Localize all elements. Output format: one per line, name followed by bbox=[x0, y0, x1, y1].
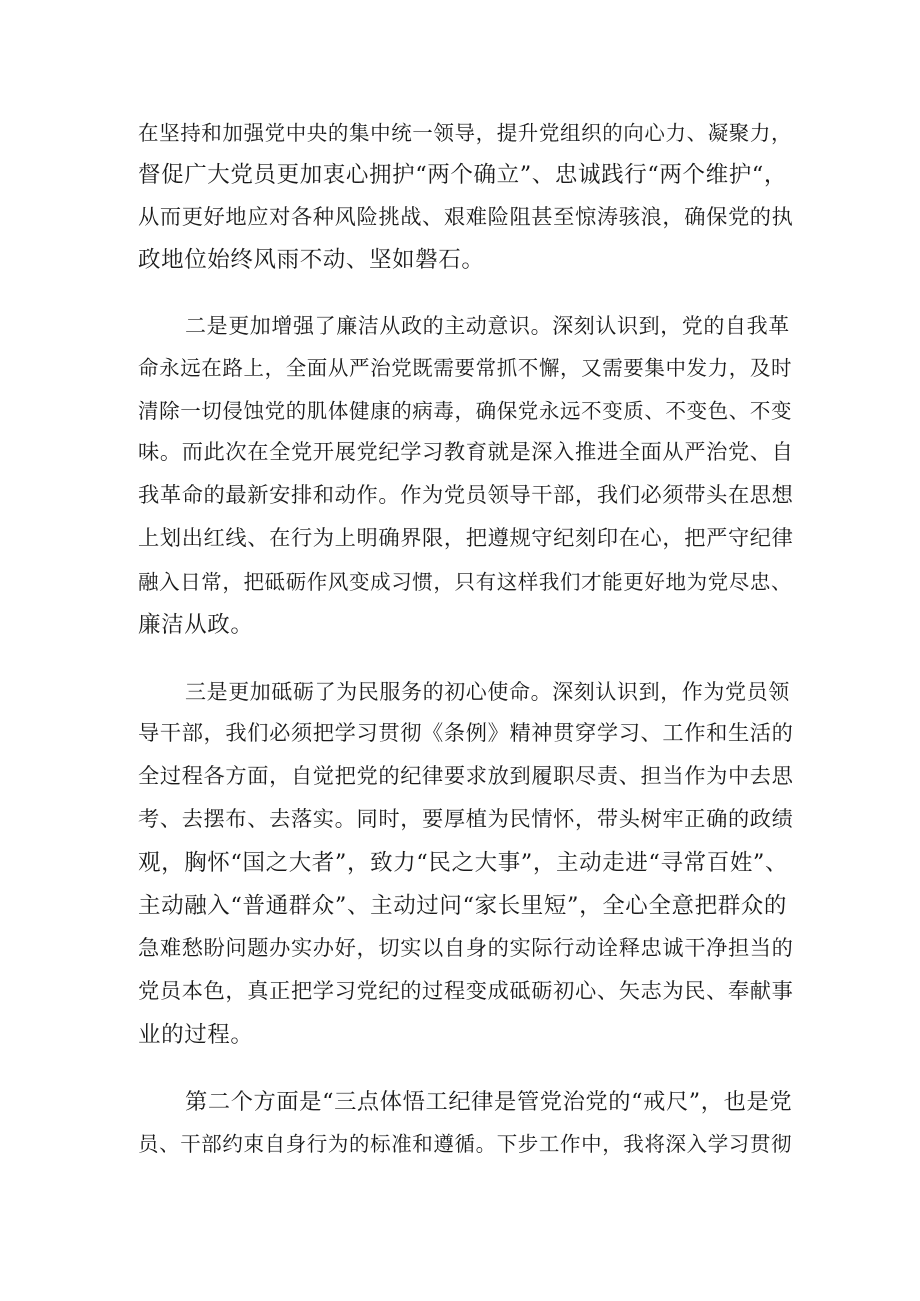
text-line: 融入日常，把砥砺作风变成习惯，只有这样我们才能更好地为党尽忠、 bbox=[138, 570, 793, 594]
text-line: 主动融入“普通群众”、主动过问“家长里短”，全心全意把群众的 bbox=[138, 893, 788, 919]
text-line: 命永远在路上，全面从严治党既需要常抓不懈，又需要集中发力，及时 bbox=[138, 356, 793, 380]
text-line: 我革命的最新安排和动作。作为党员领导干部，我们必须带头在思想 bbox=[138, 483, 794, 508]
text-line: 政地位始终风雨不动、坚如磐石。 bbox=[138, 247, 485, 273]
text-line: 廉洁从政。 bbox=[138, 612, 254, 638]
text-line: 味。而此次在全党开展党纪学习教育就是深入推进全面从严治党、自 bbox=[138, 440, 794, 465]
text-line: 员、干部约束自身行为的标准和遵循。下步工作中，我将深入学习贯彻 bbox=[138, 1132, 793, 1156]
text-line: 急难愁盼问题办实办好，切实以自身的实际行动诠释忠诚干净担当的 bbox=[138, 936, 794, 961]
text-line: 二是更加增强了廉洁从政的主动意识。深刻认识到，党的自我革 bbox=[185, 314, 790, 338]
text-line: 三是更加砥砺了为民服务的初心使命。深刻认识到，作为党员领 bbox=[185, 680, 790, 704]
text-line: 导干部，我们必须把学习贯彻《条例》精神贯穿学习、工作和生活的 bbox=[138, 721, 794, 746]
text-line: 在坚持和加强党中央的集中统一领导，提升党组织的向心力、凝聚力， bbox=[138, 121, 793, 145]
text-line: 业的过程。 bbox=[138, 1022, 254, 1048]
text-line: 考、去摆布、去落实。同时，要厚植为民情怀，带头树牢正确的政绩 bbox=[138, 807, 794, 832]
text-line: 第二个方面是“三点体悟工纪律是管党治党的“戒尺”，也是党 bbox=[185, 1089, 793, 1115]
text-line: 清除一切侵蚀党的肌体健康的病毒，确保党永远不变质、不变色、不变 bbox=[138, 399, 793, 423]
text-line: 全过程各方面，自觉把党的纪律要求放到履职尽责、担当作为中去思 bbox=[138, 764, 794, 789]
text-line: 从而更好地应对各种风险挑战、艰难险阻甚至惊涛骇浪，确保党的执 bbox=[138, 205, 794, 230]
text-line: 党员本色，真正把学习党纪的过程变成砥砺初心、矢志为民、奉献事 bbox=[138, 979, 794, 1004]
text-line: 上划出红线、在行为上明确界限，把遵规守纪刻印在心，把严守纪律 bbox=[138, 526, 794, 551]
text-line: 观，胸怀“国之大者”，致力“民之大事”，主动走进“寻常百姓”、 bbox=[138, 850, 789, 876]
text-line: 督促广大党员更加衷心拥护“两个确立”、忠诚践行“两个维护“， bbox=[138, 162, 788, 188]
